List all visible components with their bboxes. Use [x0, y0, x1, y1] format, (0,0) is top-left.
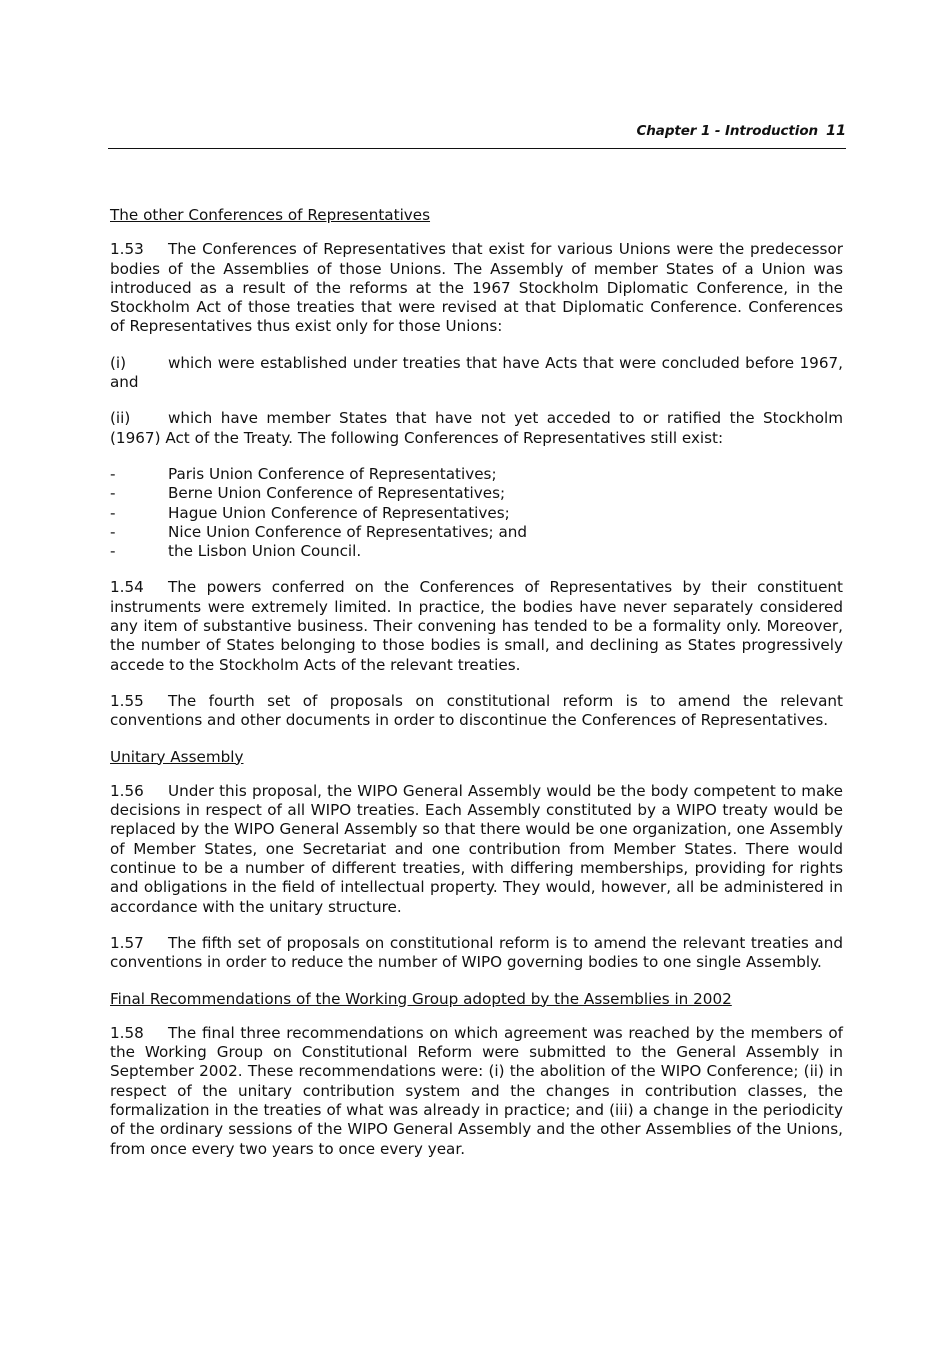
paragraph-number: 1.55 — [110, 691, 144, 710]
list-item-text: Nice Union Conference of Representatives; and — [168, 522, 528, 541]
paragraph-1-54 — [110, 578, 843, 674]
list-item — [110, 484, 843, 503]
dash-bullet: - — [110, 484, 116, 503]
item-text: which have member States that have not yet acceded to or ratified the Stockholm (1967) Act of the Treaty. The following Conferences of Representatives still exist: — [110, 409, 843, 447]
paragraph-text: Under this proposal, the WIPO General Assembly would be the body competent to make decisions in respect of all WIPO treaties. Each Assembly constituted by a WIPO treaty would be replaced by the WIPO General Assembly so that there would be one organization, one Assembly of Member States, one Secretariat and one contribution from Member States. There would continue to be a number of different treaties, with differing memberships, providing for rights and obligations in the field of intellectual property. They would, however, all be administered in accordance with the unitary structure. — [110, 781, 843, 916]
section-heading: The other Conferences of Representatives — [110, 206, 431, 224]
list-item-i — [110, 354, 843, 393]
paragraph-text: The Conferences of Representatives that exist for various Unions were the predecessor bodies of the Assemblies of those Unions. The Assembly of member States of a Union was introduced as a result of the reforms at the 1967 Stockholm Diplomatic Conference, in the Stockholm Act of those treaties that were revised at that Diplomatic Conference. Conferences of Representatives thus exist only for those Unions: — [110, 240, 843, 336]
page-number: 11 — [826, 123, 846, 139]
list-item-text: Paris Union Conference of Representatives; — [168, 464, 497, 483]
section-heading: Unitary Assembly — [110, 747, 244, 766]
dash-bullet: - — [110, 464, 116, 483]
conferences-list — [110, 465, 843, 561]
document-body — [110, 206, 843, 1176]
dash-bullet: - — [110, 503, 116, 522]
chapter-title: Chapter 1 - Introduction — [636, 123, 819, 139]
paragraph-text: The final three recommendations on which agreement was reached by the members of the Working Group on Constitutional Reform were submitted to the General Assembly in September 2002. These recommendations were: (i) the abolition of the WIPO Conference; (ii) in respect of the unitary contribution system and the changes in contribution classes, the formalization in the treaties of what was already in practice; and (iii) a change in the periodicity of the ordinary sessions of the WIPO General Assembly and the other Assemblies of the Unions, from once every two years to once every year. — [110, 1023, 843, 1158]
paragraph-number: 1.53 — [110, 240, 144, 259]
list-item — [110, 542, 843, 561]
dash-bullet: - — [110, 522, 116, 541]
list-item — [110, 504, 843, 523]
section-heading: Final Recommendations of the Working Group adopted by the Assemblies in 2002 — [110, 989, 732, 1008]
paragraph-1-57 — [110, 934, 843, 973]
paragraph-number: 1.56 — [110, 781, 144, 800]
list-item-text: the Lisbon Union Council. — [168, 542, 362, 561]
dash-bullet: - — [110, 542, 116, 561]
list-item-ii — [110, 409, 843, 448]
list-item-text: Hague Union Conference of Representatives; — [168, 503, 510, 522]
paragraph-number: 1.58 — [110, 1023, 144, 1042]
paragraph-1-55 — [110, 692, 843, 731]
list-item — [110, 523, 843, 542]
paragraph-number: 1.57 — [110, 933, 144, 952]
paragraph-1-53 — [110, 240, 843, 336]
paragraph-text: The fifth set of proposals on constitutional reform is to amend the relevant treaties and conventions in order to reduce the number of WIPO governing bodies to one single Assembly. — [110, 933, 843, 972]
item-text: which were established under treaties that have Acts that were concluded before 1967, and — [110, 353, 843, 392]
paragraph-text: The fourth set of proposals on constitutional reform is to amend the relevant conventions and other documents in order to discontinue the Conferences of Representatives. — [110, 691, 843, 730]
running-header — [108, 123, 846, 149]
paragraph-1-56 — [110, 782, 843, 917]
item-number: (ii) — [110, 409, 131, 428]
paragraph-1-58 — [110, 1024, 843, 1159]
list-item-text: Berne Union Conference of Representatives; — [168, 484, 506, 503]
list-item — [110, 465, 843, 484]
paragraph-number: 1.54 — [110, 578, 144, 597]
paragraph-text: The powers conferred on the Conferences of Representatives by their constituent instruments were extremely limited. In practice, the bodies have never separately considered any item of substantive business. Their convening has tended to be a formality only. Moreover, the number of States belonging to those bodies is small, and declining as States progressively accede to the Stockholm Acts of the relevant treaties. — [110, 578, 843, 674]
item-number: (i) — [110, 353, 127, 372]
